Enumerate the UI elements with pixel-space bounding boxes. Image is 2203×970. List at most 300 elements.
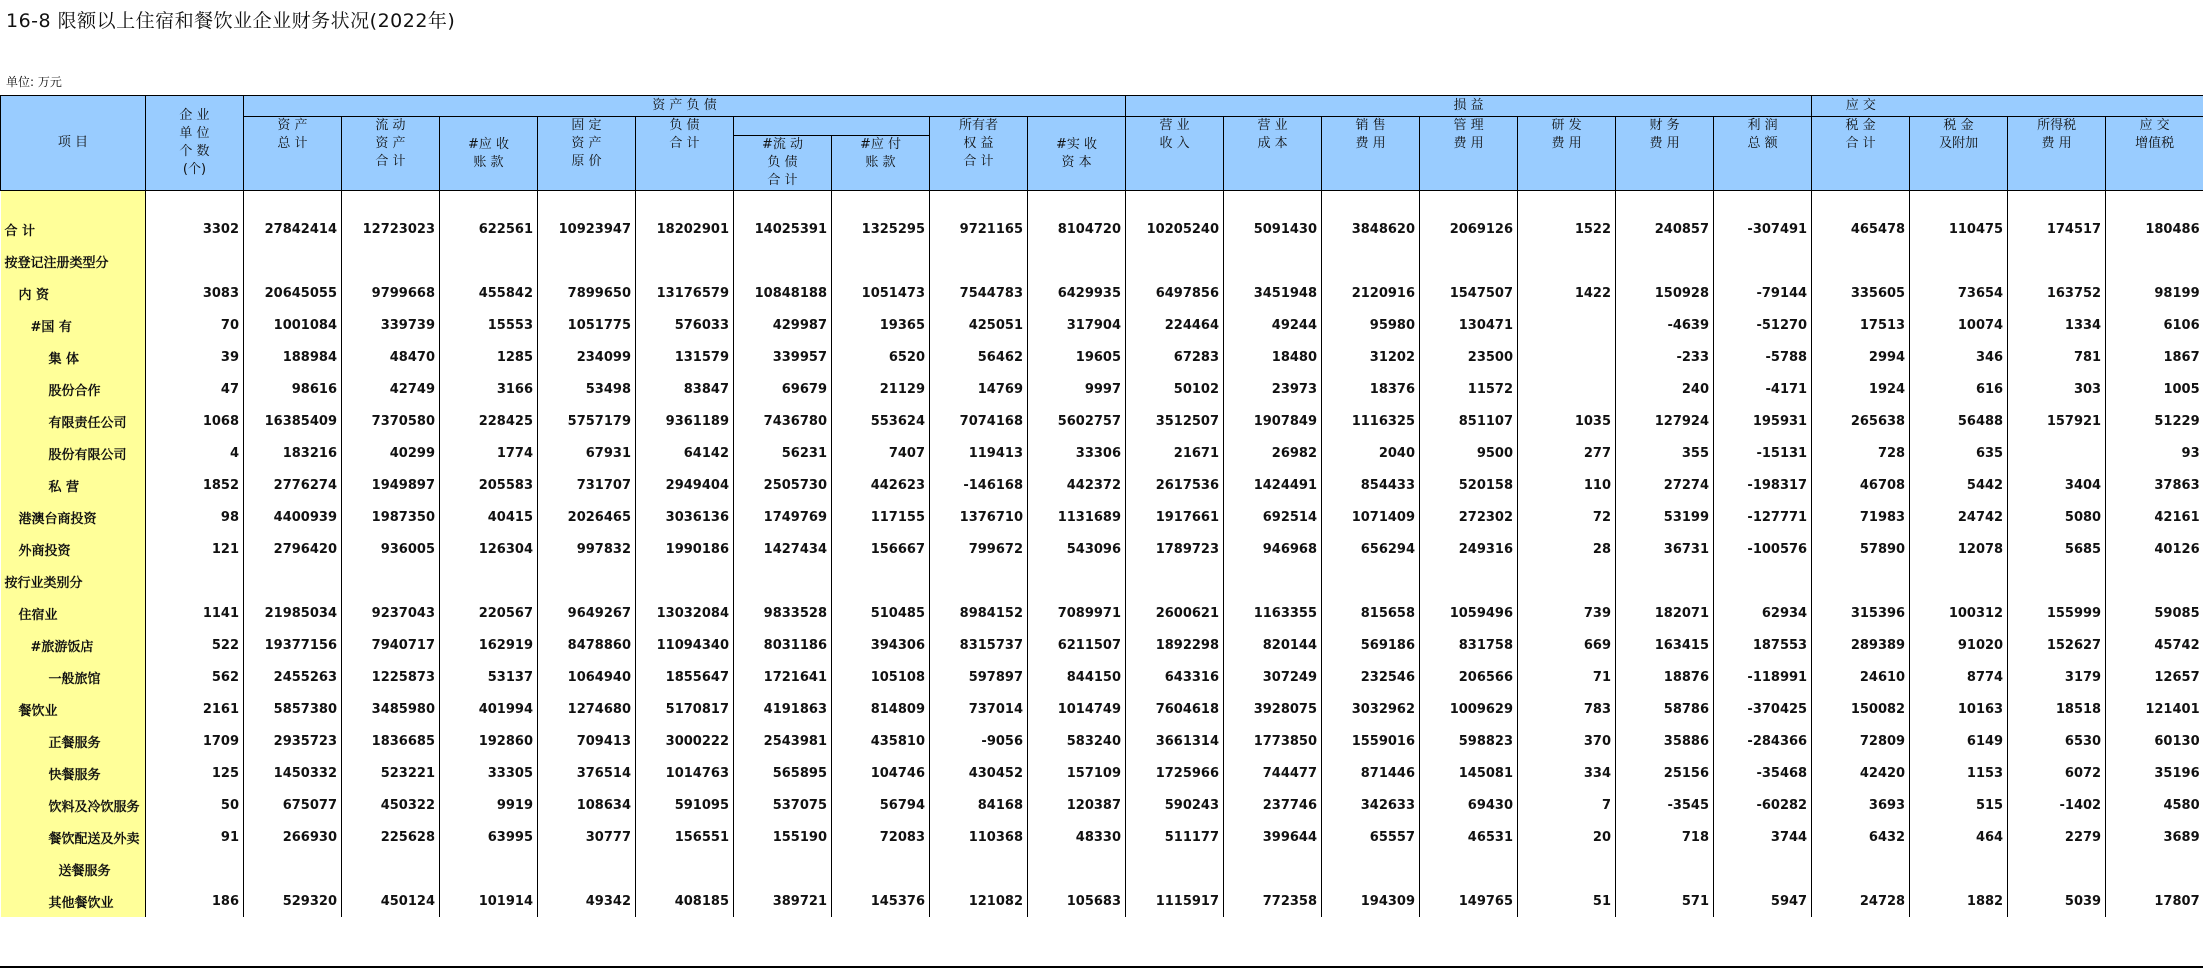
table-cell: 583240 [1028, 725, 1126, 757]
table-cell: 188984 [244, 341, 342, 373]
table-cell: 576033 [636, 309, 734, 341]
table-cell: 5039 [2008, 885, 2106, 917]
table-cell: 163415 [1616, 629, 1714, 661]
table-cell: 67931 [538, 437, 636, 469]
header-selling [1322, 117, 1420, 191]
table-cell: 307249 [1224, 661, 1322, 693]
table-cell: 9649267 [538, 597, 636, 629]
table-cell: 24742 [1910, 501, 2008, 533]
table-cell: 26982 [1224, 437, 1322, 469]
table-cell: 21671 [1126, 437, 1224, 469]
table-cell: 192860 [440, 725, 538, 757]
table-cell: 1059496 [1420, 597, 1518, 629]
table-cell: 149765 [1420, 885, 1518, 917]
table-cell: 376514 [538, 757, 636, 789]
table-cell [1420, 853, 1518, 885]
table-cell: 9833528 [734, 597, 832, 629]
table-cell: 12723023 [342, 213, 440, 245]
table-cell: 10923947 [538, 213, 636, 245]
table-cell: 145081 [1420, 757, 1518, 789]
table-cell: 1547507 [1420, 277, 1518, 309]
table-cell: 18876 [1616, 661, 1714, 693]
table-cell: 21985034 [244, 597, 342, 629]
table-cell: 14025391 [734, 213, 832, 245]
table-cell: 728 [1812, 437, 1910, 469]
header-liab-sub [734, 117, 930, 136]
table-cell: 18202901 [636, 213, 734, 245]
table-cell: 9997 [1028, 373, 1126, 405]
table-cell: 56462 [930, 341, 1028, 373]
table-row [1, 341, 2203, 373]
header-line: 及附加 [1939, 136, 1979, 151]
table-cell: 72 [1518, 501, 1616, 533]
table-cell: 675077 [244, 789, 342, 821]
table-cell: 53199 [1616, 501, 1714, 533]
table-cell: 232546 [1322, 661, 1420, 693]
table-cell: 63995 [440, 821, 538, 853]
table-cell [1028, 853, 1126, 885]
table-cell: 522 [146, 629, 244, 661]
header-line: 资 本 [1061, 154, 1092, 170]
table-cell [2106, 565, 2203, 597]
table-cell: 265638 [1812, 405, 1910, 437]
header-line: 费 用 [1453, 136, 1484, 151]
table-cell [146, 565, 244, 597]
table-cell [734, 565, 832, 597]
table-cell: 289389 [1812, 629, 1910, 661]
header-line: 合 计 [375, 154, 406, 169]
header-line: 负 债 [669, 118, 700, 133]
table-cell: 2505730 [734, 469, 832, 501]
table-cell: 73654 [1910, 277, 2008, 309]
table-cell: 1225873 [342, 661, 440, 693]
table-cell [1616, 565, 1714, 597]
row-label: 其他餐饮业 [1, 885, 146, 917]
table-cell: 11572 [1420, 373, 1518, 405]
table-cell: 72083 [832, 821, 930, 853]
table-cell: 820144 [1224, 629, 1322, 661]
header-vat [2106, 117, 2203, 191]
table-cell: -51270 [1714, 309, 1812, 341]
table-cell [2106, 245, 2203, 277]
row-label: 港澳台商投资 [1, 501, 146, 533]
table-cell [1910, 565, 2008, 597]
table-cell: 48470 [342, 341, 440, 373]
header-line: 合 计 [963, 154, 994, 169]
table-cell: 21129 [832, 373, 930, 405]
table-cell: 19605 [1028, 341, 1126, 373]
table-cell: 125 [146, 757, 244, 789]
table-cell: 3032962 [1322, 693, 1420, 725]
table-cell: 104746 [832, 757, 930, 789]
table-cell: 731707 [538, 469, 636, 501]
table-cell: 16385409 [244, 405, 342, 437]
table-cell: 35196 [2106, 757, 2203, 789]
table-cell: 120387 [1028, 789, 1126, 821]
table-row [1, 373, 2203, 405]
table-cell: 946968 [1224, 533, 1322, 565]
table-cell: 7074168 [930, 405, 1028, 437]
table-cell: 30777 [538, 821, 636, 853]
table-cell: 98616 [244, 373, 342, 405]
table-cell: 8104720 [1028, 213, 1126, 245]
table-cell: 1987350 [342, 501, 440, 533]
table-cell: 2600621 [1126, 597, 1224, 629]
table-cell [734, 853, 832, 885]
table-cell [342, 853, 440, 885]
table-cell: 105683 [1028, 885, 1126, 917]
table-cell: 1376710 [930, 501, 1028, 533]
table-cell: 19365 [832, 309, 930, 341]
table-cell: 71983 [1812, 501, 1910, 533]
header-line: 资 产 [375, 136, 406, 151]
row-label: 送餐服务 [1, 853, 146, 885]
table-cell: 450322 [342, 789, 440, 821]
table-cell: -4171 [1714, 373, 1812, 405]
table-cell: 7544783 [930, 277, 1028, 309]
header-item: 项 目 [1, 96, 146, 191]
table-cell: 157109 [1028, 757, 1126, 789]
table-cell [832, 853, 930, 885]
table-cell: 5947 [1714, 885, 1812, 917]
table-row [1, 821, 2203, 853]
table-cell: 9361189 [636, 405, 734, 437]
table-cell: -79144 [1714, 277, 1812, 309]
table-cell: 47 [146, 373, 244, 405]
table-cell: -233 [1616, 341, 1714, 373]
table-cell: 105108 [832, 661, 930, 693]
row-label: 合 计 [1, 213, 146, 245]
table-cell: 237746 [1224, 789, 1322, 821]
header-line: 财 务 [1649, 118, 1680, 133]
table-cell: 110475 [1910, 213, 2008, 245]
table-cell: 1035 [1518, 405, 1616, 437]
table-cell: 121 [146, 533, 244, 565]
header-receivables [440, 117, 538, 191]
table-cell: 1153 [1910, 757, 2008, 789]
table-cell: 69430 [1420, 789, 1518, 821]
table-cell: 42161 [2106, 501, 2203, 533]
row-label: 内 资 [1, 277, 146, 309]
table-cell: -307491 [1714, 213, 1812, 245]
table-cell: 622561 [440, 213, 538, 245]
table-cell [636, 245, 734, 277]
table-cell [440, 853, 538, 885]
table-cell: 442372 [1028, 469, 1126, 501]
header-line: #流 动 [761, 137, 804, 152]
table-cell [244, 245, 342, 277]
header-line: 账 款 [473, 154, 504, 170]
row-label: #国 有 [1, 309, 146, 341]
table-cell: 669 [1518, 629, 1616, 661]
table-cell: 464 [1910, 821, 2008, 853]
table-cell [1224, 565, 1322, 597]
table-cell: 10163 [1910, 693, 2008, 725]
table-cell: 130471 [1420, 309, 1518, 341]
header-line: 营 业 [1257, 118, 1288, 133]
table-row [1, 277, 2203, 309]
table-cell: 709413 [538, 725, 636, 757]
table-cell: 2069126 [1420, 213, 1518, 245]
table-cell: 24610 [1812, 661, 1910, 693]
table-cell: 163752 [2008, 277, 2106, 309]
table-cell: 3661314 [1126, 725, 1224, 757]
table-cell [1518, 245, 1616, 277]
table-cell: -3545 [1616, 789, 1714, 821]
table-row [1, 245, 2203, 277]
table-cell: 50102 [1126, 373, 1224, 405]
table-cell: 1051775 [538, 309, 636, 341]
table-cell: 10205240 [1126, 213, 1224, 245]
header-line: 资 产 [277, 118, 308, 133]
table-cell [440, 565, 538, 597]
table-cell: 5602757 [1028, 405, 1126, 437]
table-cell: 27842414 [244, 213, 342, 245]
table-cell: -15131 [1714, 437, 1812, 469]
header-line: 原 价 [571, 154, 602, 169]
row-label: 外商投资 [1, 533, 146, 565]
table-cell: 23500 [1420, 341, 1518, 373]
header-revenue [1126, 117, 1224, 191]
table-cell: 152627 [2008, 629, 2106, 661]
table-cell [1812, 245, 1910, 277]
table-cell: 2994 [1812, 341, 1910, 373]
header-line: 税 金 [1845, 118, 1876, 133]
table-cell: 7940717 [342, 629, 440, 661]
table-cell: 65557 [1322, 821, 1420, 853]
table-cell [1714, 245, 1812, 277]
table-cell: 117155 [832, 501, 930, 533]
table-cell: 70 [146, 309, 244, 341]
table-cell: 72809 [1812, 725, 1910, 757]
table-cell: 182071 [1616, 597, 1714, 629]
table-cell: 9237043 [342, 597, 440, 629]
table-cell: 936005 [342, 533, 440, 565]
table-cell: 9721165 [930, 213, 1028, 245]
header-profit [1714, 117, 1812, 191]
table-cell: -100576 [1714, 533, 1812, 565]
table-cell: 13176579 [636, 277, 734, 309]
header-line: 负 债 [767, 155, 798, 170]
table-cell: 7899650 [538, 277, 636, 309]
table-cell: 40415 [440, 501, 538, 533]
spacer-row [1, 191, 2203, 214]
table-cell: 315396 [1812, 597, 1910, 629]
table-cell: 1274680 [538, 693, 636, 725]
table-cell [538, 245, 636, 277]
table-cell [1714, 565, 1812, 597]
table-cell: 7 [1518, 789, 1616, 821]
table-cell: 33306 [1028, 437, 1126, 469]
table-cell: 205583 [440, 469, 538, 501]
table-cell: 2455263 [244, 661, 342, 693]
table-cell: 19377156 [244, 629, 342, 661]
row-label: 快餐服务 [1, 757, 146, 789]
table-row [1, 725, 2203, 757]
table-cell: 1163355 [1224, 597, 1322, 629]
row-label: 住宿业 [1, 597, 146, 629]
table-cell: 370 [1518, 725, 1616, 757]
table-cell: 187553 [1714, 629, 1812, 661]
table-cell: 342633 [1322, 789, 1420, 821]
table-cell: 93 [2106, 437, 2203, 469]
table-cell: 7407 [832, 437, 930, 469]
table-cell: 6429935 [1028, 277, 1126, 309]
header-line: 所得税 [2037, 118, 2077, 133]
header-group-assets: 资 产 负 债 [244, 96, 1126, 117]
table-cell: 45742 [2106, 629, 2203, 661]
table-cell: 150082 [1812, 693, 1910, 725]
table-cell: 815658 [1322, 597, 1420, 629]
table-cell: 831758 [1420, 629, 1518, 661]
table-cell: 6072 [2008, 757, 2106, 789]
table-cell: 5757179 [538, 405, 636, 437]
table-cell: 399644 [1224, 821, 1322, 853]
financial-table [0, 95, 2203, 917]
table-cell [930, 565, 1028, 597]
table-cell: 40126 [2106, 533, 2203, 565]
header-line: 固 定 [571, 118, 602, 133]
table-cell: 1115917 [1126, 885, 1224, 917]
table-row [1, 565, 2203, 597]
table-cell [342, 245, 440, 277]
table-cell: 355 [1616, 437, 1714, 469]
header-line: 账 款 [865, 155, 896, 170]
header-line: 研 发 [1551, 118, 1582, 133]
table-cell: 781 [2008, 341, 2106, 373]
header-line: 利 润 [1747, 118, 1778, 133]
table-cell: 3083 [146, 277, 244, 309]
table-cell: 56794 [832, 789, 930, 821]
table-cell: 156551 [636, 821, 734, 853]
table-cell: 435810 [832, 725, 930, 757]
table-row [1, 885, 2203, 917]
table-cell: 1424491 [1224, 469, 1322, 501]
table-cell: 62934 [1714, 597, 1812, 629]
table-cell [1028, 245, 1126, 277]
table-cell [244, 565, 342, 597]
table-cell [1028, 565, 1126, 597]
table-cell: 520158 [1420, 469, 1518, 501]
table-cell: 1892298 [1126, 629, 1224, 661]
table-cell: 25156 [1616, 757, 1714, 789]
table-cell: 1051473 [832, 277, 930, 309]
table-cell: 317904 [1028, 309, 1126, 341]
table-cell: 510485 [832, 597, 930, 629]
table-cell: 121401 [2106, 693, 2203, 725]
table-cell: 121082 [930, 885, 1028, 917]
table-cell: 3451948 [1224, 277, 1322, 309]
table-cell [1126, 565, 1224, 597]
row-label: 股份有限公司 [1, 437, 146, 469]
table-cell [1420, 565, 1518, 597]
table-cell: 737014 [930, 693, 1028, 725]
table-cell: 53498 [538, 373, 636, 405]
table-cell: 799672 [930, 533, 1028, 565]
header-line: 费 用 [1551, 136, 1582, 151]
table-cell: 174517 [2008, 213, 2106, 245]
table-cell: 131579 [636, 341, 734, 373]
table-cell: 20 [1518, 821, 1616, 853]
table-cell: 37863 [2106, 469, 2203, 501]
table-body [1, 191, 2203, 918]
table-cell: 1709 [146, 725, 244, 757]
table-cell: 565895 [734, 757, 832, 789]
table-cell: -284366 [1714, 725, 1812, 757]
table-cell: 1721641 [734, 661, 832, 693]
table-cell: 272302 [1420, 501, 1518, 533]
table-cell [2106, 853, 2203, 885]
table-cell: 591095 [636, 789, 734, 821]
table-row [1, 629, 2203, 661]
table-cell: 150928 [1616, 277, 1714, 309]
table-cell: 98 [146, 501, 244, 533]
table-cell: 17807 [2106, 885, 2203, 917]
table-cell: 616 [1910, 373, 2008, 405]
table-cell: 854433 [1322, 469, 1420, 501]
table-cell: 36731 [1616, 533, 1714, 565]
header-income-tax [2008, 117, 2106, 191]
table-cell: 2935723 [244, 725, 342, 757]
header-line: 费 用 [1355, 136, 1386, 151]
table-cell: 155190 [734, 821, 832, 853]
table-cell: 1867 [2106, 341, 2203, 373]
table-cell: 23973 [1224, 373, 1322, 405]
table-cell: 194309 [1322, 885, 1420, 917]
table-cell: 7370580 [342, 405, 440, 437]
table-cell: 401994 [440, 693, 538, 725]
table-cell: 183216 [244, 437, 342, 469]
table-cell [244, 853, 342, 885]
table-header [1, 96, 2203, 191]
table-cell: 3744 [1714, 821, 1812, 853]
header-total-assets [244, 117, 342, 191]
table-cell: 100312 [1910, 597, 2008, 629]
table-cell: 18518 [2008, 693, 2106, 725]
header-line: 成 本 [1257, 136, 1288, 151]
table-cell: -146168 [930, 469, 1028, 501]
table-cell: 98199 [2106, 277, 2203, 309]
table-cell: 126304 [440, 533, 538, 565]
table-cell: 240 [1616, 373, 1714, 405]
table-cell: 339739 [342, 309, 440, 341]
row-label: #旅游饭店 [1, 629, 146, 661]
table-cell: 537075 [734, 789, 832, 821]
header-liabilities [636, 117, 734, 191]
table-cell: 3179 [2008, 661, 2106, 693]
table-cell: 1009629 [1420, 693, 1518, 725]
table-cell [1518, 373, 1616, 405]
table-cell [832, 565, 930, 597]
financial-table-frame [0, 95, 2203, 968]
table-row [1, 469, 2203, 501]
table-cell [1812, 853, 1910, 885]
table-cell: 3693 [1812, 789, 1910, 821]
table-cell: 220567 [440, 597, 538, 629]
table-cell: -118991 [1714, 661, 1812, 693]
table-cell: 429987 [734, 309, 832, 341]
table-cell: 69679 [734, 373, 832, 405]
table-cell: 59085 [2106, 597, 2203, 629]
header-line: 销 售 [1355, 118, 1386, 133]
table-cell: 2949404 [636, 469, 734, 501]
table-cell: 83847 [636, 373, 734, 405]
table-cell: 997832 [538, 533, 636, 565]
table-cell: 2617536 [1126, 469, 1224, 501]
header-cost [1224, 117, 1322, 191]
table-cell: 2796420 [244, 533, 342, 565]
table-cell: 2026465 [538, 501, 636, 533]
